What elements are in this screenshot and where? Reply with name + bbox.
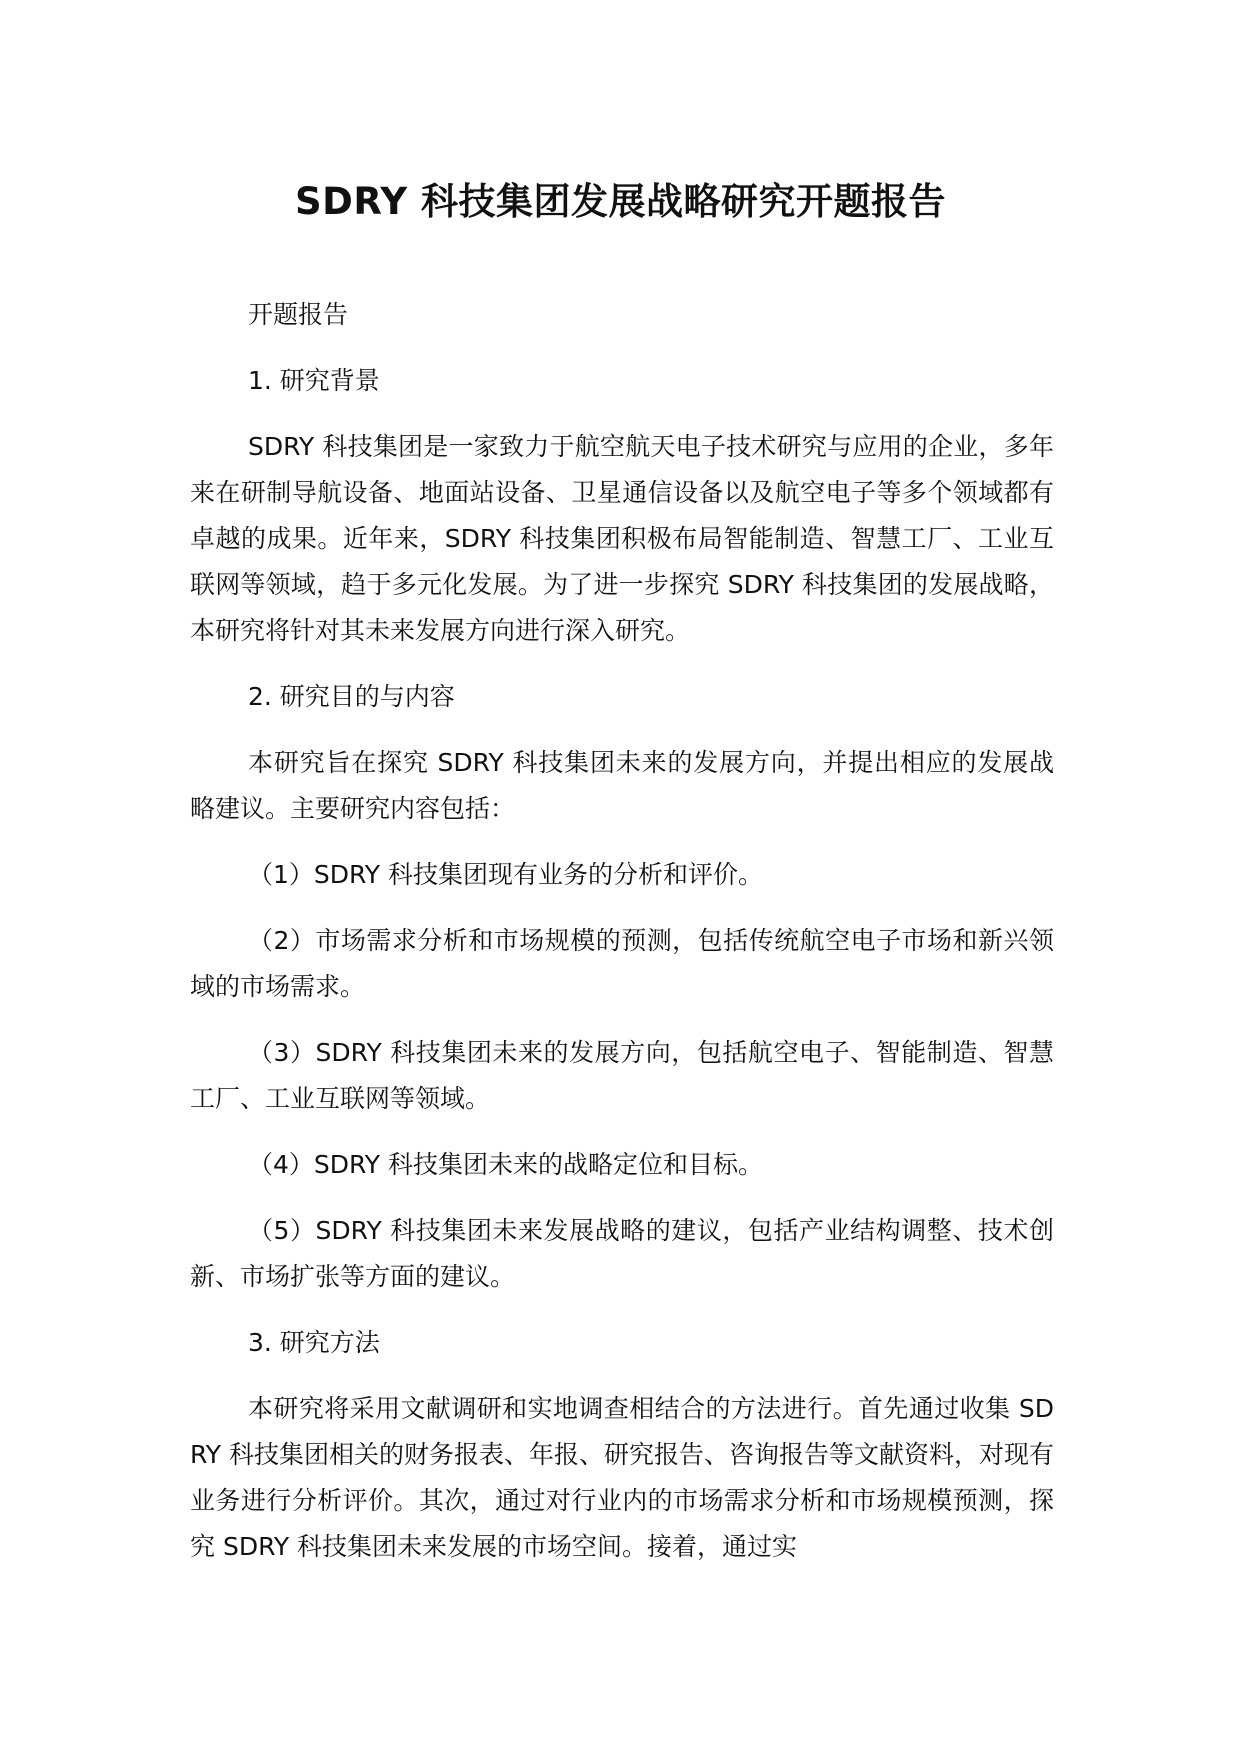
paragraph-method: 本研究将采用文献调研和实地调查相结合的方法进行。首先通过收集 SDRY 科技集团相关的财务报表、年报、研究报告、咨询报告等文献资料，对现有业务进行分析评价。其次，通过对行业内的市场需求分析和市场规模预测，探究 SDRY 科技集团未来发展的市场空间。接着，通过实 [190,1394,1054,1561]
heading-research-purpose: 2. 研究目的与内容 [248,682,455,711]
list-item-3: （3）SDRY 科技集团未来的发展方向，包括航空电子、智能制造、智慧工厂、工业互联网等领域。 [190,1038,1054,1113]
list-item-4: （4）SDRY 科技集团未来的战略定位和目标。 [248,1150,764,1179]
list-item-5: （5）SDRY 科技集团未来发展战略的建议，包括产业结构调整、技术创新、市场扩张等方面的建议。 [190,1216,1054,1291]
list-item-2: （2）市场需求分析和市场规模的预测，包括传统航空电子市场和新兴领域的市场需求。 [190,926,1054,1001]
document-title: SDRY 科技集团发展战略研究开题报告 [294,180,946,223]
list-item-1: （1）SDRY 科技集团现有业务的分析和评价。 [248,860,764,889]
heading-research-method: 3. 研究方法 [248,1328,380,1357]
section-label-opening-report: 开题报告 [248,300,349,329]
document-body [190,292,1054,1590]
paragraph-background: SDRY 科技集团是一家致力于航空航天电子技术研究与应用的企业，多年来在研制导航设备、地面站设备、卫星通信设备以及航空电子等多个领域都有卓越的成果。近年来，SDRY 科技集团积极布局智能制造、智慧工厂、工业互联网等领域，趋于多元化发展。为了进一步探究 SDRY 科技集团的发展战略，本研究将针对其未来发展方向进行深入研究。 [190,432,1054,645]
paragraph-purpose: 本研究旨在探究 SDRY 科技集团未来的发展方向，并提出相应的发展战略建议。主要研究内容包括： [190,748,1054,823]
heading-research-background: 1. 研究背景 [248,366,380,395]
